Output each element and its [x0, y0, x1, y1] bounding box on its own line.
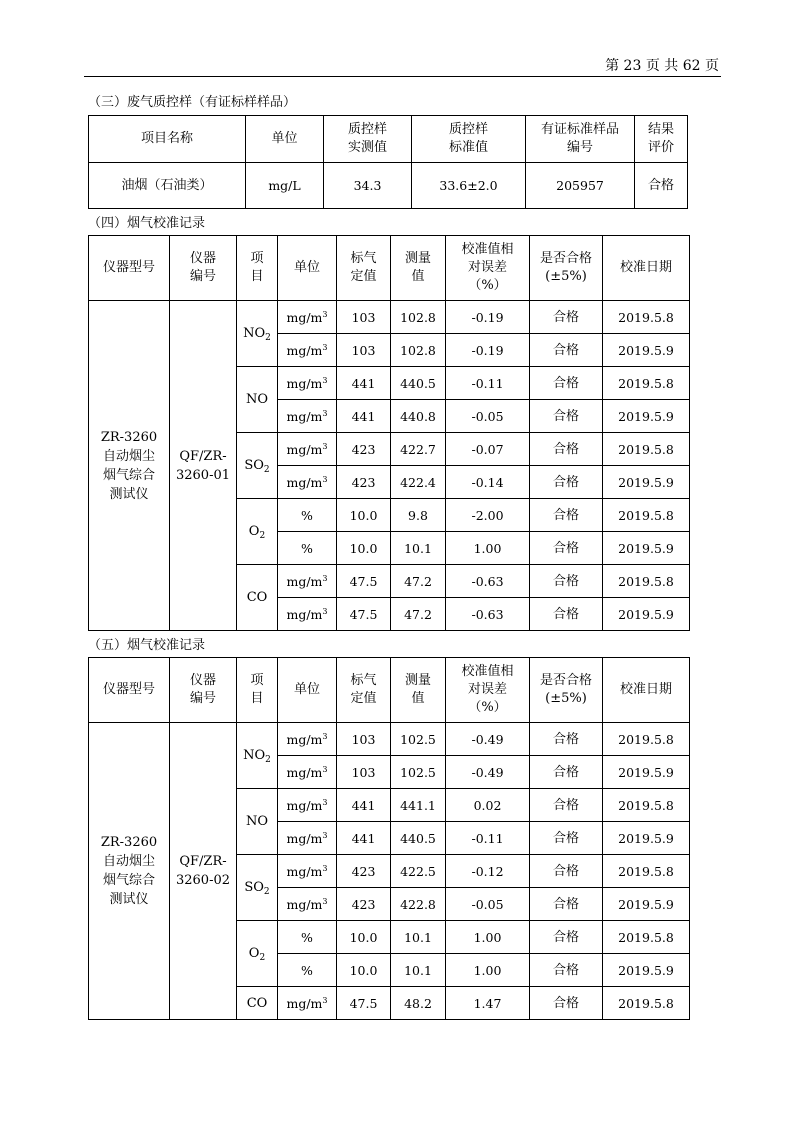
unit-cell: $mg/m^3$ — [278, 334, 337, 367]
measured-value-cell: 440.5 — [391, 367, 446, 400]
date-cell: 2019.5.8 — [603, 499, 690, 532]
date-cell: 2019.5.9 — [603, 756, 690, 789]
unit-cell: % — [278, 499, 337, 532]
pass-cell: 合格 — [530, 723, 603, 756]
pass-cell: 合格 — [530, 532, 603, 565]
date-cell: 2019.5.9 — [603, 532, 690, 565]
header-relative-error: 校准值相 对误差 （%） — [446, 236, 530, 301]
relative-error-cell: -0.49 — [446, 723, 530, 756]
relative-error-cell: -0.11 — [446, 822, 530, 855]
date-cell: 2019.5.8 — [603, 723, 690, 756]
header-model: 仪器型号 — [89, 236, 170, 301]
page-number: 第 23 页 共 62 页 — [605, 58, 719, 74]
cal1-section-title: （四）烟气校准记录 — [88, 216, 206, 231]
qc-measured-cell: 34.3 — [324, 163, 412, 209]
measured-value-cell: 102.5 — [391, 756, 446, 789]
qc-header-measured: 质控样 实测值 — [324, 116, 412, 163]
calibration-header-row — [89, 658, 690, 723]
qc-header-result: 结果 评价 — [635, 116, 688, 163]
pass-cell: 合格 — [530, 987, 603, 1020]
pollutant-cell: CO — [237, 565, 278, 631]
measured-value-cell: 102.5 — [391, 723, 446, 756]
standard-value-cell: 441 — [337, 789, 391, 822]
standard-value-cell: 441 — [337, 367, 391, 400]
measured-value-cell: 422.8 — [391, 888, 446, 921]
pass-cell: 合格 — [530, 301, 603, 334]
qc-header-sample-no: 有证标准样品 编号 — [526, 116, 635, 163]
qc-result-cell: 合格 — [635, 163, 688, 209]
instrument-model-cell: ZR-3260 自动烟尘 烟气综合 测试仪 — [89, 723, 170, 1020]
pollutant-cell: NO — [237, 367, 278, 433]
header-unit: 单位 — [278, 658, 337, 723]
date-cell: 2019.5.8 — [603, 367, 690, 400]
unit-cell: $mg/m^3$ — [278, 855, 337, 888]
instrument-model-cell: ZR-3260 自动烟尘 烟气综合 测试仪 — [89, 301, 170, 631]
pass-cell: 合格 — [530, 400, 603, 433]
relative-error-cell: 1.00 — [446, 921, 530, 954]
relative-error-cell: -0.07 — [446, 433, 530, 466]
pass-cell: 合格 — [530, 598, 603, 631]
standard-value-cell: 103 — [337, 723, 391, 756]
relative-error-cell: 1.47 — [446, 987, 530, 1020]
date-cell: 2019.5.8 — [603, 565, 690, 598]
relative-error-cell: 0.02 — [446, 789, 530, 822]
standard-value-cell: 10.0 — [337, 921, 391, 954]
measured-value-cell: 422.7 — [391, 433, 446, 466]
instrument-serial-cell: QF/ZR- 3260-02 — [170, 723, 237, 1020]
calibration-table-2 — [88, 657, 690, 1020]
pass-cell: 合格 — [530, 466, 603, 499]
unit-cell: $mg/m^3$ — [278, 987, 337, 1020]
calibration-row — [89, 723, 690, 756]
relative-error-cell: -0.12 — [446, 855, 530, 888]
qc-header-unit: 单位 — [246, 116, 324, 163]
date-cell: 2019.5.9 — [603, 954, 690, 987]
pollutant-cell: $NO_2$ — [237, 301, 278, 367]
standard-value-cell: 103 — [337, 334, 391, 367]
relative-error-cell: -0.63 — [446, 598, 530, 631]
measured-value-cell: 102.8 — [391, 334, 446, 367]
header-item: 项 目 — [237, 658, 278, 723]
unit-cell: % — [278, 954, 337, 987]
unit-cell: $mg/m^3$ — [278, 433, 337, 466]
header-date: 校准日期 — [603, 658, 690, 723]
header-relative-error: 校准值相 对误差 （%） — [446, 658, 530, 723]
measured-value-cell: 102.8 — [391, 301, 446, 334]
pollutant-cell: $NO_2$ — [237, 723, 278, 789]
relative-error-cell: -0.05 — [446, 888, 530, 921]
cal2-section-title: （五）烟气校准记录 — [88, 638, 206, 653]
unit-cell: $mg/m^3$ — [278, 598, 337, 631]
pass-cell: 合格 — [530, 367, 603, 400]
measured-value-cell: 10.1 — [391, 954, 446, 987]
pass-cell: 合格 — [530, 756, 603, 789]
instrument-serial-cell: QF/ZR- 3260-01 — [170, 301, 237, 631]
date-cell: 2019.5.8 — [603, 855, 690, 888]
unit-cell: $mg/m^3$ — [278, 723, 337, 756]
qc-standard-cell: 33.6±2.0 — [412, 163, 526, 209]
header-date: 校准日期 — [603, 236, 690, 301]
calibration-header-row — [89, 236, 690, 301]
standard-value-cell: 10.0 — [337, 499, 391, 532]
date-cell: 2019.5.9 — [603, 466, 690, 499]
standard-value-cell: 47.5 — [337, 987, 391, 1020]
header-measured-value: 测量 值 — [391, 236, 446, 301]
header-standard-value: 标气 定值 — [337, 236, 391, 301]
header-unit: 单位 — [278, 236, 337, 301]
pass-cell: 合格 — [530, 499, 603, 532]
date-cell: 2019.5.9 — [603, 822, 690, 855]
qc-sample-no-cell: 205957 — [526, 163, 635, 209]
date-cell: 2019.5.8 — [603, 301, 690, 334]
standard-value-cell: 441 — [337, 822, 391, 855]
standard-value-cell: 10.0 — [337, 532, 391, 565]
pass-cell: 合格 — [530, 822, 603, 855]
measured-value-cell: 9.8 — [391, 499, 446, 532]
measured-value-cell: 10.1 — [391, 532, 446, 565]
date-cell: 2019.5.8 — [603, 987, 690, 1020]
qc-header-standard: 质控样 标准值 — [412, 116, 526, 163]
unit-cell: $mg/m^3$ — [278, 466, 337, 499]
pass-cell: 合格 — [530, 565, 603, 598]
standard-value-cell: 47.5 — [337, 565, 391, 598]
pollutant-cell: $SO_2$ — [237, 855, 278, 921]
standard-value-cell: 103 — [337, 301, 391, 334]
qc-data-row — [89, 163, 688, 209]
unit-cell: $mg/m^3$ — [278, 822, 337, 855]
header-pass: 是否合格 (±5%) — [530, 658, 603, 723]
unit-cell: $mg/m^3$ — [278, 565, 337, 598]
unit-cell: % — [278, 532, 337, 565]
unit-cell: % — [278, 921, 337, 954]
unit-cell: $mg/m^3$ — [278, 400, 337, 433]
pass-cell: 合格 — [530, 789, 603, 822]
standard-value-cell: 423 — [337, 888, 391, 921]
relative-error-cell: -0.63 — [446, 565, 530, 598]
date-cell: 2019.5.9 — [603, 598, 690, 631]
unit-cell: $mg/m^3$ — [278, 888, 337, 921]
relative-error-cell: 1.00 — [446, 532, 530, 565]
measured-value-cell: 47.2 — [391, 598, 446, 631]
header-standard-value: 标气 定值 — [337, 658, 391, 723]
measured-value-cell: 422.5 — [391, 855, 446, 888]
page-header — [84, 56, 721, 77]
pass-cell: 合格 — [530, 888, 603, 921]
pollutant-cell: $O_2$ — [237, 499, 278, 565]
header-serial: 仪器 编号 — [170, 236, 237, 301]
unit-cell: $mg/m^3$ — [278, 367, 337, 400]
header-serial: 仪器 编号 — [170, 658, 237, 723]
pollutant-cell: NO — [237, 789, 278, 855]
header-model: 仪器型号 — [89, 658, 170, 723]
measured-value-cell: 422.4 — [391, 466, 446, 499]
qc-item-cell: 油烟（石油类） — [89, 163, 246, 209]
qc-header-item: 项目名称 — [89, 116, 246, 163]
unit-cell: $mg/m^3$ — [278, 789, 337, 822]
header-item: 项 目 — [237, 236, 278, 301]
measured-value-cell: 440.5 — [391, 822, 446, 855]
qc-header-row — [89, 116, 688, 163]
unit-cell: $mg/m^3$ — [278, 301, 337, 334]
relative-error-cell: -0.19 — [446, 334, 530, 367]
standard-value-cell: 423 — [337, 433, 391, 466]
relative-error-cell: -0.11 — [446, 367, 530, 400]
standard-value-cell: 423 — [337, 855, 391, 888]
unit-cell: $mg/m^3$ — [278, 756, 337, 789]
standard-value-cell: 103 — [337, 756, 391, 789]
date-cell: 2019.5.9 — [603, 334, 690, 367]
date-cell: 2019.5.8 — [603, 789, 690, 822]
standard-value-cell: 47.5 — [337, 598, 391, 631]
qc-unit-cell: mg/L — [246, 163, 324, 209]
pass-cell: 合格 — [530, 334, 603, 367]
qc-section-title: （三）废气质控样（有证标样样品） — [88, 95, 297, 110]
pass-cell: 合格 — [530, 855, 603, 888]
date-cell: 2019.5.8 — [603, 433, 690, 466]
pollutant-cell: $SO_2$ — [237, 433, 278, 499]
pass-cell: 合格 — [530, 954, 603, 987]
qc-table — [88, 115, 688, 209]
header-measured-value: 测量 值 — [391, 658, 446, 723]
relative-error-cell: -0.14 — [446, 466, 530, 499]
measured-value-cell: 440.8 — [391, 400, 446, 433]
measured-value-cell: 441.1 — [391, 789, 446, 822]
standard-value-cell: 10.0 — [337, 954, 391, 987]
pass-cell: 合格 — [530, 433, 603, 466]
standard-value-cell: 441 — [337, 400, 391, 433]
header-pass: 是否合格 (±5%) — [530, 236, 603, 301]
measured-value-cell: 48.2 — [391, 987, 446, 1020]
date-cell: 2019.5.8 — [603, 921, 690, 954]
pollutant-cell: CO — [237, 987, 278, 1020]
calibration-row — [89, 301, 690, 334]
pollutant-cell: $O_2$ — [237, 921, 278, 987]
date-cell: 2019.5.9 — [603, 888, 690, 921]
relative-error-cell: -0.49 — [446, 756, 530, 789]
measured-value-cell: 10.1 — [391, 921, 446, 954]
calibration-table-1 — [88, 235, 690, 631]
relative-error-cell: 1.00 — [446, 954, 530, 987]
measured-value-cell: 47.2 — [391, 565, 446, 598]
date-cell: 2019.5.9 — [603, 400, 690, 433]
relative-error-cell: -0.19 — [446, 301, 530, 334]
standard-value-cell: 423 — [337, 466, 391, 499]
relative-error-cell: -2.00 — [446, 499, 530, 532]
relative-error-cell: -0.05 — [446, 400, 530, 433]
pass-cell: 合格 — [530, 921, 603, 954]
